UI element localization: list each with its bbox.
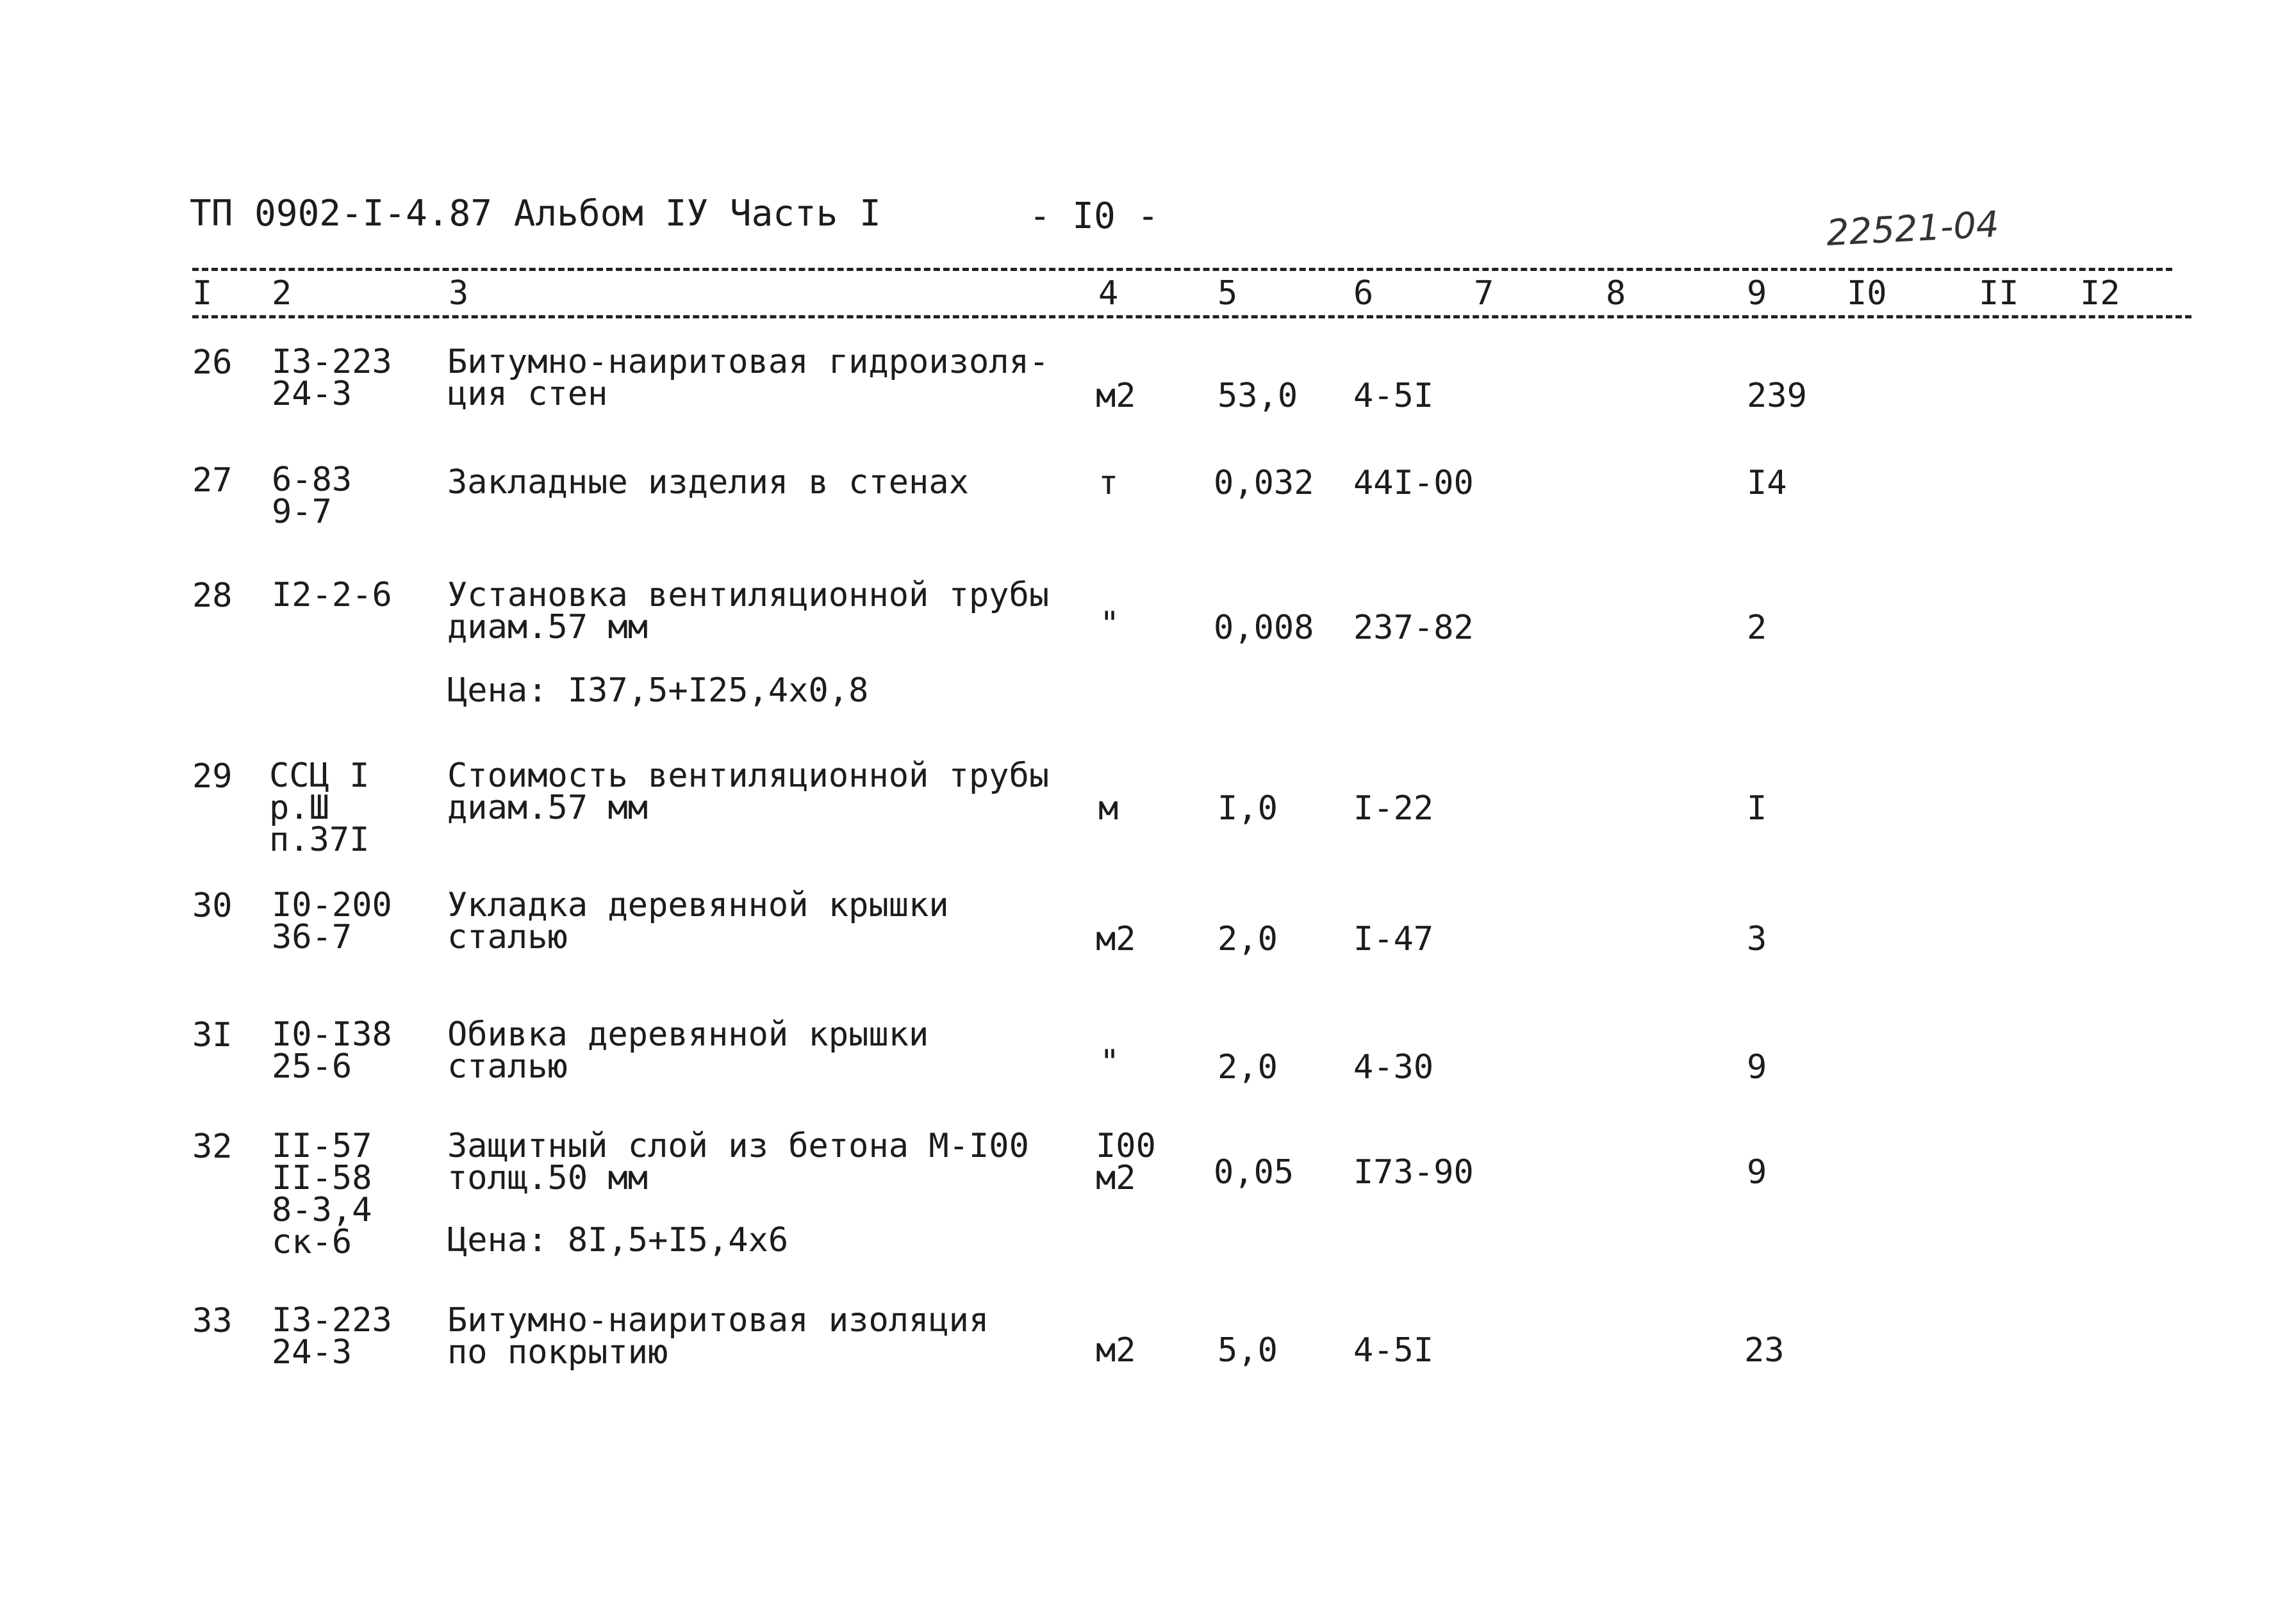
row-number: 28 (192, 577, 233, 615)
norm-code: I0-200 36-7 (272, 886, 392, 956)
quantity: 53,0 (1217, 377, 1298, 415)
total-cost: 9 (1747, 1153, 1767, 1192)
quantity: I,0 (1217, 789, 1278, 828)
work-description: Обивка деревянной крышки сталью (447, 1015, 929, 1086)
quantity: 0,05 (1214, 1153, 1294, 1192)
norm-code: I3-223 24-3 (272, 343, 392, 413)
column-number: 4 (1098, 274, 1119, 313)
work-description: Битумно-наиритовая изоляция по покрытию (447, 1301, 989, 1372)
norm-code: II-57 II-58 8-3,4 ск-6 (272, 1127, 372, 1261)
row-number: 27 (192, 461, 233, 500)
unit-price: 4-5I (1353, 377, 1434, 415)
row-number: 33 (192, 1302, 233, 1340)
quantity: 0,032 (1214, 464, 1314, 502)
price-note: Цена: 8I,5+I5,4x6 (447, 1221, 789, 1259)
total-cost: 239 (1747, 377, 1807, 415)
column-number: I (192, 274, 213, 313)
archive-stamp: 22521-04 (1825, 203, 2001, 255)
quantity: 5,0 (1217, 1331, 1278, 1370)
unit-price: 4-30 (1353, 1048, 1434, 1087)
norm-code: I2-2-6 (272, 576, 392, 614)
work-description: Битумно-наиритовая гидроизоля- ция стен (447, 343, 1050, 413)
norm-code: I0-I38 25-6 (272, 1015, 392, 1086)
unit: м (1098, 789, 1119, 828)
unit-price: I73-90 (1353, 1153, 1474, 1192)
unit: м2 (1096, 377, 1136, 415)
row-number: 32 (192, 1128, 233, 1166)
column-number: I0 (1847, 274, 1887, 313)
unit-price: 44I-00 (1353, 464, 1474, 502)
total-cost: 9 (1747, 1048, 1767, 1087)
work-description: Стоимость вентиляционной трубы диам.57 мм (447, 757, 1050, 827)
total-cost: I (1747, 789, 1767, 828)
quantity: 2,0 (1217, 920, 1278, 958)
column-number: II (1979, 274, 2019, 313)
total-cost: I4 (1747, 464, 1787, 502)
norm-code: 6-83 9-7 (272, 461, 352, 531)
unit-price: I-22 (1353, 789, 1434, 828)
unit: м2 (1096, 920, 1136, 958)
column-number: 5 (1217, 274, 1238, 313)
total-cost: 2 (1747, 609, 1767, 647)
price-note: Цена: I37,5+I25,4x0,8 (447, 671, 869, 710)
unit: " (1100, 1043, 1120, 1081)
unit-price: 237-82 (1353, 609, 1474, 647)
row-number: 3I (192, 1016, 233, 1054)
column-number: 2 (272, 274, 292, 313)
header-underline (192, 315, 2191, 318)
total-cost: 3 (1747, 920, 1767, 958)
column-number: 3 (449, 274, 469, 313)
page-number: - I0 - (1029, 195, 1159, 237)
work-description: Закладные изделия в стенах (447, 463, 969, 502)
row-number: 29 (192, 757, 233, 796)
unit: " (1100, 605, 1120, 643)
row-number: 26 (192, 343, 233, 382)
row-number: 30 (192, 887, 233, 925)
norm-code: I3-223 24-3 (272, 1301, 392, 1372)
unit: м2 (1096, 1331, 1136, 1370)
unit-price: I-47 (1353, 920, 1434, 958)
column-number: I2 (2080, 274, 2120, 313)
document-title: ТП 0902-I-4.87 Альбом IУ Часть I (190, 193, 881, 234)
top-divider (192, 268, 2172, 271)
work-description: Укладка деревянной крышки сталью (447, 886, 949, 956)
quantity: 0,008 (1214, 609, 1314, 647)
unit-price: 4-5I (1353, 1331, 1434, 1370)
unit: т (1098, 464, 1119, 502)
column-number: 6 (1353, 274, 1374, 313)
work-description: Установка вентиляционной трубы диам.57 мм (447, 576, 1050, 646)
total-cost: 23 (1744, 1331, 1785, 1370)
column-number: 8 (1606, 274, 1626, 313)
column-number: 9 (1747, 274, 1767, 313)
work-description: Защитный слой из бетона М-I00 толщ.50 мм (447, 1127, 1029, 1197)
norm-code: ССЦ I р.Ш п.37I (269, 757, 370, 859)
column-number: 7 (1474, 274, 1494, 313)
quantity: 2,0 (1217, 1048, 1278, 1087)
unit: I00 м2 (1096, 1127, 1156, 1197)
